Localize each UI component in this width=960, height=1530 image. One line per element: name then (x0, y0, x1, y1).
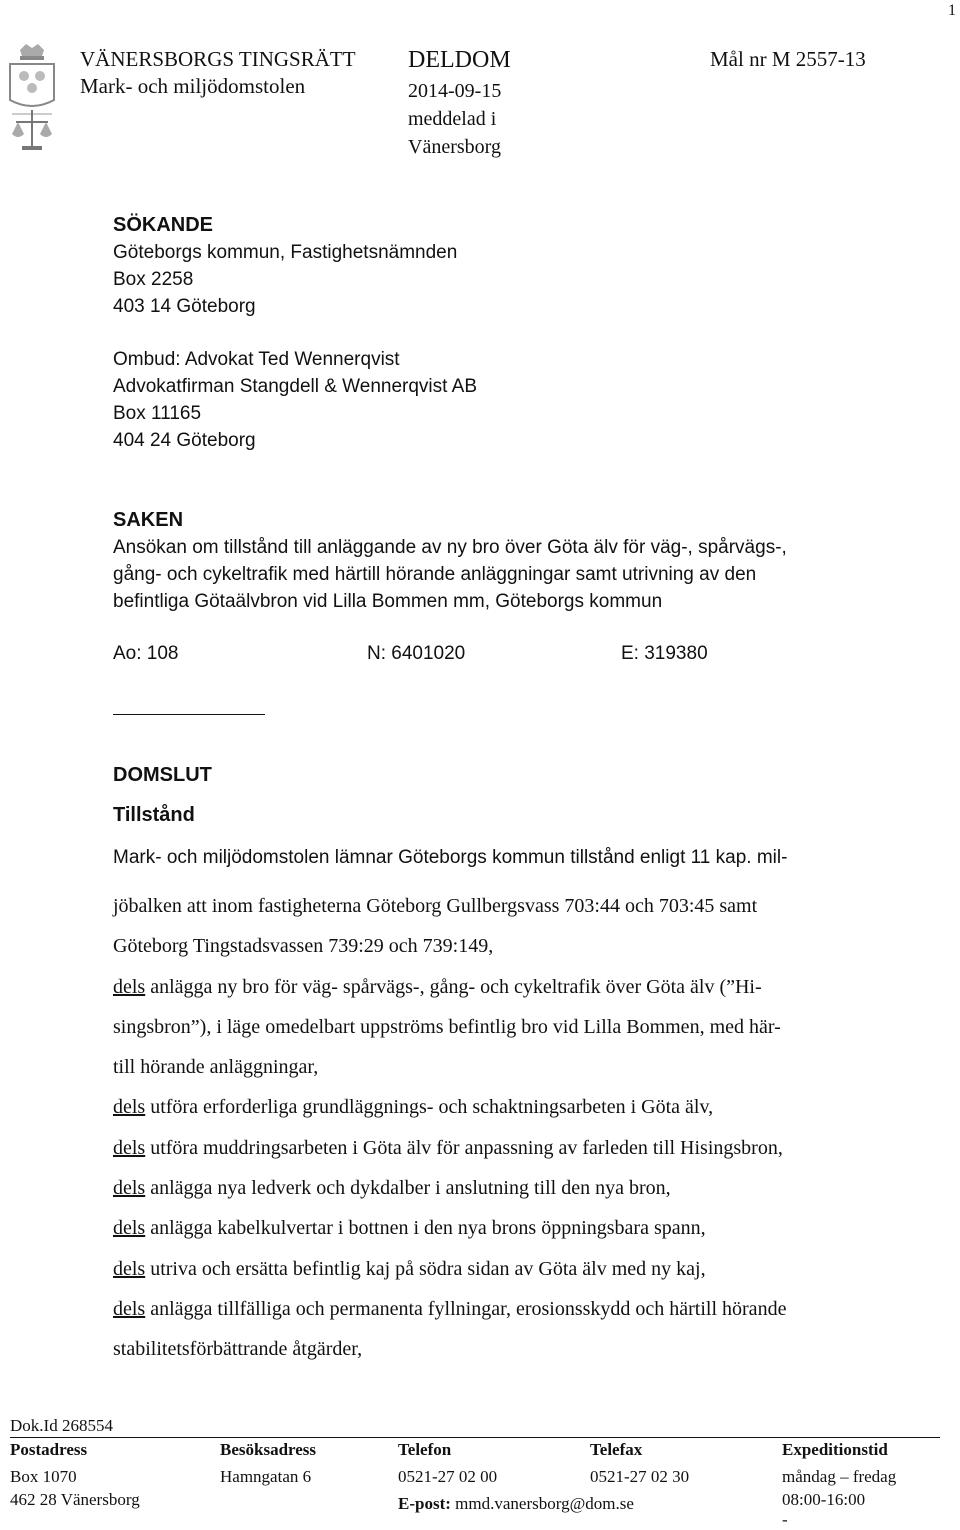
court-name: VÄNERSBORGS TINGSRÄTT (80, 47, 356, 71)
dels-item: dels anlägga nya ledverk och dykdalber i anslutning till den nya bron, (113, 1177, 671, 1200)
hours-days: måndag – fredag (782, 1467, 897, 1486)
applicant-heading: SÖKANDE (113, 214, 214, 236)
north-coordinate: N: 6401020 (367, 643, 466, 664)
dels-word: dels (113, 1096, 146, 1119)
email-label: E-post: (398, 1494, 451, 1513)
dels-item: dels utriva och ersätta befintlig kaj på södra sidan av Göta älv med ny kaj, (113, 1257, 706, 1280)
applicant-line: Box 2258 (113, 269, 194, 290)
court-division: Mark- och miljödomstolen (80, 74, 306, 98)
applicant-line: Göteborgs kommun, Fastighetsnämnden (113, 242, 458, 263)
matter-line: Ansökan om tillstånd till anläggande av ny bro över Göta älv för väg-, spårvägs-, (113, 537, 787, 558)
dels-item: dels utföra muddringsarbeten i Göta älv för anpassning av farleden till Hisingsbron, (113, 1136, 783, 1159)
case-number: Mål nr M 2557-13 (710, 47, 866, 71)
visit-address: Hamngatan 6 (220, 1467, 312, 1486)
applicant-line: 403 14 Göteborg (113, 296, 256, 317)
ruling-heading: DOMSLUT (113, 764, 212, 786)
delivered-place: Vänersborg (408, 136, 501, 158)
matter-section (113, 507, 787, 615)
section-divider (113, 714, 265, 715)
dels-word: dels (113, 1136, 146, 1159)
ruling-first-line: Mark- och miljödomstolen lämnar Göteborgs kommun tillstånd enligt 11 kap. mil- (113, 847, 788, 868)
footer-divider (10, 1437, 940, 1438)
dels-item: dels anlägga tillfälliga och permanenta fyllningar, erosionsskydd och härtill hörande (113, 1297, 787, 1320)
counsel-line: 404 24 Göteborg (113, 430, 256, 451)
matter-line: gång- och cykeltrafik med härtill hörande anläggningar samt utrivning av den (113, 564, 757, 585)
counsel-line: Advokatfirman Stangdell & Wennerqvist AB (113, 376, 478, 397)
document-date: 2014-09-15 (408, 80, 502, 102)
postal-city: 462 28 Vänersborg (10, 1490, 140, 1509)
ao-code: Ao: 108 (113, 643, 179, 664)
ruling-text (113, 846, 903, 1370)
dels-item-continued: till hörande anläggningar, (113, 1056, 319, 1079)
counsel-line: Box 11165 (113, 403, 202, 424)
dels-item: dels utföra erforderliga grundläggnings- och schaktningsarbeten i Göta älv, (113, 1096, 714, 1119)
dels-word: dels (113, 1217, 146, 1240)
hours-header: Expeditionstid (782, 1440, 888, 1459)
visit-header: Besöksadress (220, 1440, 317, 1459)
dels-word: dels (113, 975, 146, 998)
email-address: mmd.vanersborg@dom.se (455, 1494, 634, 1513)
dels-item: dels anlägga kabelkulvertar i bottnen i den nya brons öppningsbara spann, (113, 1217, 706, 1240)
document-type: DELDOM (408, 47, 511, 73)
document-meta (408, 77, 501, 161)
page-number: 1 (948, 2, 956, 19)
court-emblem-icon (6, 42, 58, 154)
fax-number: 0521-27 02 30 (590, 1467, 690, 1486)
postal-header: Postadress (10, 1440, 88, 1459)
delivered-label: meddelad i (408, 108, 497, 130)
ruling-line: Göteborg Tingstadsvassen 739:29 och 739:149, (113, 935, 494, 958)
phone-header: Telefon (398, 1440, 452, 1459)
ruling-line: jöbalken att inom fastigheterna Göteborg Gullbergsvass 703:44 och 703:45 samt (113, 895, 758, 917)
ruling-subheading: Tillstånd (113, 804, 195, 826)
hours-time: 08:00-16:00 (782, 1490, 866, 1509)
dels-word: dels (113, 1257, 146, 1280)
dels-item: dels anlägga ny bro för väg- spårvägs-, gång- och cykeltrafik över Göta älv (”Hi- (113, 975, 762, 998)
dels-item-continued: stabilitetsförbättrande åtgärder, (113, 1338, 363, 1361)
postal-box: Box 1070 (10, 1467, 77, 1486)
matter-line: befintliga Götaälvbron vid Lilla Bommen mm, Göteborgs kommun (113, 591, 663, 612)
ruling-headings (113, 762, 212, 829)
phone-number: 0521-27 02 00 (398, 1467, 498, 1486)
dels-word: dels (113, 1297, 146, 1320)
court-header (80, 46, 356, 100)
matter-heading: SAKEN (113, 509, 184, 531)
counsel-line: Ombud: Advokat Ted Wennerqvist (113, 349, 400, 370)
hours-dash: - (782, 1510, 788, 1529)
email[interactable] (398, 1494, 634, 1514)
applicant-section (113, 212, 477, 454)
dels-item-continued: singsbron”), i läge omedelbart uppströms befintlig bro vid Lilla Bommen, med här- (113, 1015, 781, 1038)
doc-id: Dok.Id 268554 (10, 1416, 113, 1435)
fax-header: Telefax (590, 1440, 643, 1459)
east-coordinate: E: 319380 (621, 643, 708, 664)
dels-word: dels (113, 1177, 146, 1200)
